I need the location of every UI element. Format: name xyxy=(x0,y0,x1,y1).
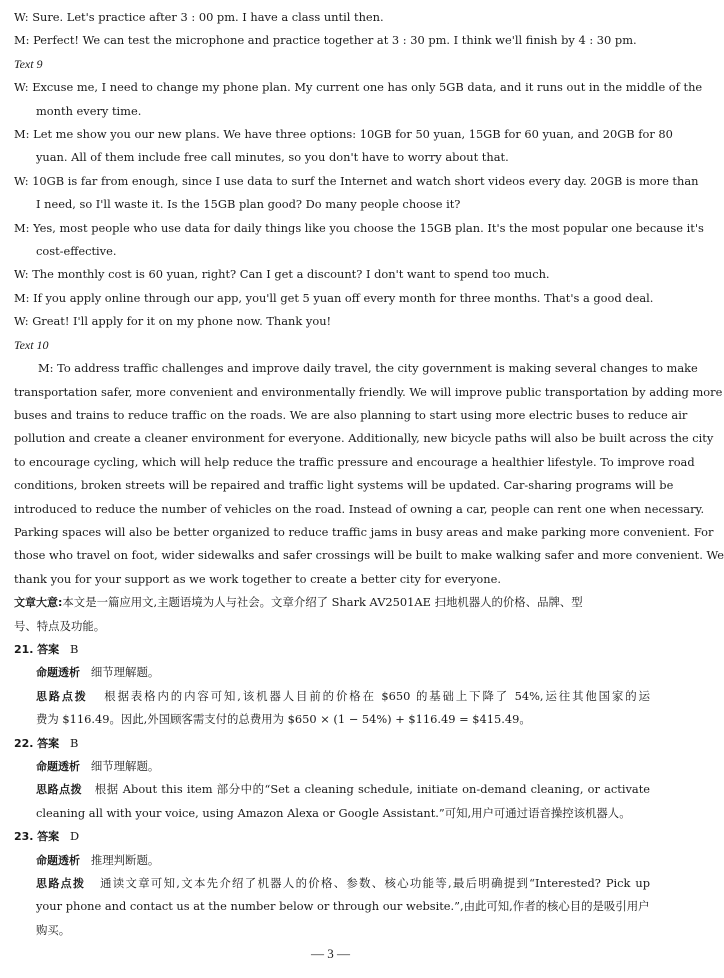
summary-label: 文章大意: xyxy=(14,596,63,610)
reasoning-line: 购买。 xyxy=(36,922,71,937)
dialogue-line: W: Excuse me, I need to change my phone plan. My current one has only 5GB data, and it runs out in the middle of the xyxy=(14,80,703,95)
dialogue-line: M: If you apply online through our app, you'll get 5 yuan off every month for three months. That's a good deal. xyxy=(14,290,654,305)
dialogue-line: W: 10GB is far from enough, since I use data to surf the Internet and watch short videos every day. 20GB is more than xyxy=(14,173,699,188)
monologue-line: buses and trains to reduce traffic on the roads. We are also planning to start using more electric buses to reduce air xyxy=(14,407,688,422)
dialogue-line: M: Perfect! We can test the microphone and practice together at 3 : 30 pm. I think we'll finish by 4 : 30 pm. xyxy=(14,33,637,48)
dialogue-line: M: Let me show you our new plans. We have three options: 10GB for 50 yuan, 15GB for 60 yuan, and 20GB for 80 xyxy=(14,127,673,142)
dialogue-line-cont: month every time. xyxy=(36,103,142,118)
answer-value: D xyxy=(70,829,80,844)
dialogue-line: M: Yes, most people who use data for daily things like you choose the 15GB plan. It's the most popular one because it's xyxy=(14,220,704,235)
analysis-line: 命题透析 细节理解题。 xyxy=(36,665,160,680)
text10-heading: Text 10 xyxy=(14,337,49,352)
summary-line: 号、特点及功能。 xyxy=(14,618,106,633)
summary-line: 文章大意:本文是一篇应用文,主题语境为人与社会。文章介绍了 Shark AV2501AE 扫地机器人的价格、品牌、型 xyxy=(14,595,583,610)
answer-line: 21. 答案 B xyxy=(14,641,79,656)
page-number: — 3 — xyxy=(311,946,350,961)
monologue-line: thank you for your support as we work together to create a better city for everyone. xyxy=(14,571,501,586)
reasoning-line: 思路点拨 根据 About this item 部分中的“Set a cleaning schedule, initiate on-demand cleaning, or activate xyxy=(36,782,651,797)
analysis-line: 命题透析 细节理解题。 xyxy=(36,759,160,773)
monologue-line: Parking spaces will also be better organized to reduce traffic jams in busy areas and make parking more convenient. For xyxy=(14,524,714,539)
monologue-line: pollution and create a cleaner environment for everyone. Additionally, new bicycle paths will also be built across the city xyxy=(14,431,714,446)
dialogue-line-cont: cost-effective. xyxy=(36,244,117,259)
reasoning-line: 思路点拨 根据表格内的内容可知,该机器人目前的价格在 $650 的基础上下降了 54%,运往其他国家的运 xyxy=(36,688,650,703)
document-page xyxy=(14,6,724,942)
dialogue-line: W: The monthly cost is 60 yuan, right? Can I get a discount? I don't want to spend too much. xyxy=(14,267,550,282)
monologue-line: conditions, broken streets will be repaired and traffic light systems will be updated. Car-sharing programs will be xyxy=(14,478,674,493)
answer-line: 23. 答案 D xyxy=(14,829,80,844)
text9-heading: Text 9 xyxy=(14,56,43,71)
monologue-line: introduced to reduce the number of vehicles on the road. Instead of owning a car, people can rent one when necessary. xyxy=(14,501,705,516)
reasoning-line: cleaning all with your voice, using Amazon Alexa or Google Assistant.”可知,用户可通过语音操控该机器人。 xyxy=(36,805,631,820)
monologue-line: transportation safer, more convenient and environmentally friendly. We will improve public transportation by adding more xyxy=(14,384,723,399)
dialogue-line-cont: I need, so I'll waste it. Is the 15GB plan good? Do many people choose it? xyxy=(36,197,461,212)
answer-value: B xyxy=(70,641,79,656)
monologue-line: those who travel on foot, wider sidewalks and safer crossings will be built to make walking safer and more convenient. We xyxy=(14,548,724,563)
answer-line: 22. 答案 B xyxy=(14,735,79,750)
reasoning-line: 思路点拨 通读文章可知,文本先介绍了机器人的价格、参数、核心功能等,最后明确提到“Interested? Pick up xyxy=(36,876,650,891)
analysis-line: 命题透析 推理判断题。 xyxy=(36,852,160,867)
reasoning-line: 费为 $116.49。因此,外国顾客需支付的总费用为 $650 × (1 − 54%) + $116.49 = $415.49。 xyxy=(36,712,531,727)
reasoning-line: your phone and contact us at the number below or through our website.”,由此可知,作者的核心目的是吸引用户 xyxy=(36,899,650,914)
monologue-line: M: To address traffic challenges and improve daily travel, the city government is making several changes to make xyxy=(38,361,698,376)
dialogue-line: W: Sure. Let's practice after 3 : 00 pm. I have a class until then. xyxy=(14,10,384,24)
dialogue-line: W: Great! I'll apply for it on my phone now. Thank you! xyxy=(14,314,332,329)
answer-value: B xyxy=(70,735,79,750)
dialogue-line-cont: yuan. All of them include free call minutes, so you don't have to worry about that. xyxy=(36,150,509,165)
monologue-line: to encourage cycling, which will help reduce the traffic pressure and encourage a healthier lifestyle. To improve road xyxy=(14,454,695,469)
